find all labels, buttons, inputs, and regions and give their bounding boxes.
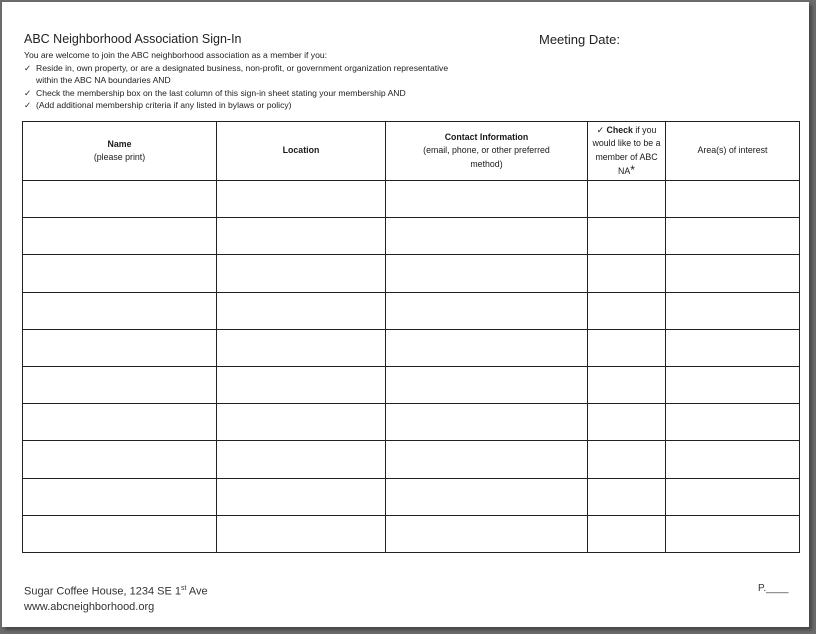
member-checkbox-cell[interactable] [588,515,666,552]
location-cell[interactable] [217,404,386,441]
contact-cell[interactable] [386,441,588,478]
checkmark-icon: ✓ [24,62,32,73]
contact-cell[interactable] [386,404,588,441]
member-checkbox-cell[interactable] [588,478,666,515]
interest-cell[interactable] [666,181,800,218]
sign-in-sheet-page [2,2,809,627]
interest-cell[interactable] [666,218,800,255]
name-cell[interactable] [23,441,217,478]
interest-column-header [666,122,800,181]
location-cell[interactable] [217,329,386,366]
table-row [23,218,800,255]
location-cell[interactable] [217,218,386,255]
footer-address [24,581,208,615]
checkmark-icon: ✓ [24,100,32,111]
member-header-check: Check [606,124,633,135]
page-number-label: P.____ [758,583,789,594]
location-column-header [217,122,386,181]
member-checkbox-cell[interactable] [588,404,666,441]
asterisk-icon: * [630,163,635,177]
contact-cell[interactable] [386,478,588,515]
location-cell[interactable] [217,255,386,292]
criteria-item [24,62,456,87]
table-row [23,292,800,329]
contact-cell[interactable] [386,515,588,552]
member-checkbox-cell[interactable] [588,441,666,478]
name-cell[interactable] [23,478,217,515]
table-row [23,478,800,515]
interest-cell[interactable] [666,329,800,366]
checkmark-icon: ✓ [24,87,32,98]
table-row [23,329,800,366]
interest-cell[interactable] [666,404,800,441]
member-checkbox-cell[interactable] [588,366,666,403]
location-cell[interactable] [217,441,386,478]
criteria-item [24,87,456,100]
table-row [23,441,800,478]
table-row [23,181,800,218]
location-header-title: Location [282,145,320,156]
interest-cell[interactable] [666,478,800,515]
contact-header-title: Contact Information [444,131,529,142]
member-header-rest: if you would like to be a member of ABC NA [592,124,661,176]
contact-cell[interactable] [386,255,588,292]
interest-cell[interactable] [666,255,800,292]
location-cell[interactable] [217,292,386,329]
contact-cell[interactable] [386,366,588,403]
interest-cell[interactable] [666,441,800,478]
table-row [23,404,800,441]
address-suffix: Ave [186,585,208,598]
sign-in-table [22,121,800,553]
interest-cell[interactable] [666,292,800,329]
name-cell[interactable] [23,255,217,292]
interest-header-title: Area(s) of interest [697,145,768,156]
name-cell[interactable] [23,292,217,329]
contact-cell[interactable] [386,292,588,329]
member-column-header [588,122,666,181]
member-checkbox-cell[interactable] [588,181,666,218]
member-checkbox-cell[interactable] [588,255,666,292]
page-title: ABC Neighborhood Association Sign-In [24,32,242,46]
interest-cell[interactable] [666,515,800,552]
member-checkbox-cell[interactable] [588,329,666,366]
contact-column-header [386,122,588,181]
location-cell[interactable] [217,366,386,403]
contact-cell[interactable] [386,329,588,366]
meeting-date-label: Meeting Date: [539,32,620,47]
name-header-sub: (please print) [93,152,146,162]
name-cell[interactable] [23,404,217,441]
member-checkbox-cell[interactable] [588,218,666,255]
criteria-text: (Add additional membership criteria if any listed in bylaws or policy) [36,100,292,111]
table-row [23,366,800,403]
criteria-text: Check the membership box on the last column of this sign-in sheet stating your membership AND [36,87,406,98]
name-cell[interactable] [23,329,217,366]
contact-header-sub: (email, phone, or other preferred method) [423,145,550,169]
name-cell[interactable] [23,366,217,403]
criteria-text: Reside in, own property, or are a designated business, non-profit, or government organization representative within the ABC NA boundaries AND [36,62,449,86]
address-prefix: Sugar Coffee House, 1234 SE 1 [24,585,181,598]
location-cell[interactable] [217,515,386,552]
name-column-header [23,122,217,181]
intro-lead: You are welcome to join the ABC neighborhood association as a member if you: [24,50,328,60]
sign-in-rows [23,181,800,553]
meeting-location [24,581,208,600]
location-cell[interactable] [217,181,386,218]
member-checkbox-cell[interactable] [588,292,666,329]
website-link: www.abcneighborhood.org [24,600,155,613]
contact-cell[interactable] [386,181,588,218]
name-cell[interactable] [23,218,217,255]
location-cell[interactable] [217,478,386,515]
table-row [23,515,800,552]
name-header-title: Name [107,138,132,149]
table-header-row [23,122,800,181]
membership-intro [24,49,456,112]
checkmark-icon: ✓ [596,124,605,135]
criteria-item [24,99,456,112]
address-sup: st [180,585,187,592]
table-row [23,255,800,292]
name-cell[interactable] [23,515,217,552]
contact-cell[interactable] [386,218,588,255]
name-cell[interactable] [23,181,217,218]
interest-cell[interactable] [666,366,800,403]
